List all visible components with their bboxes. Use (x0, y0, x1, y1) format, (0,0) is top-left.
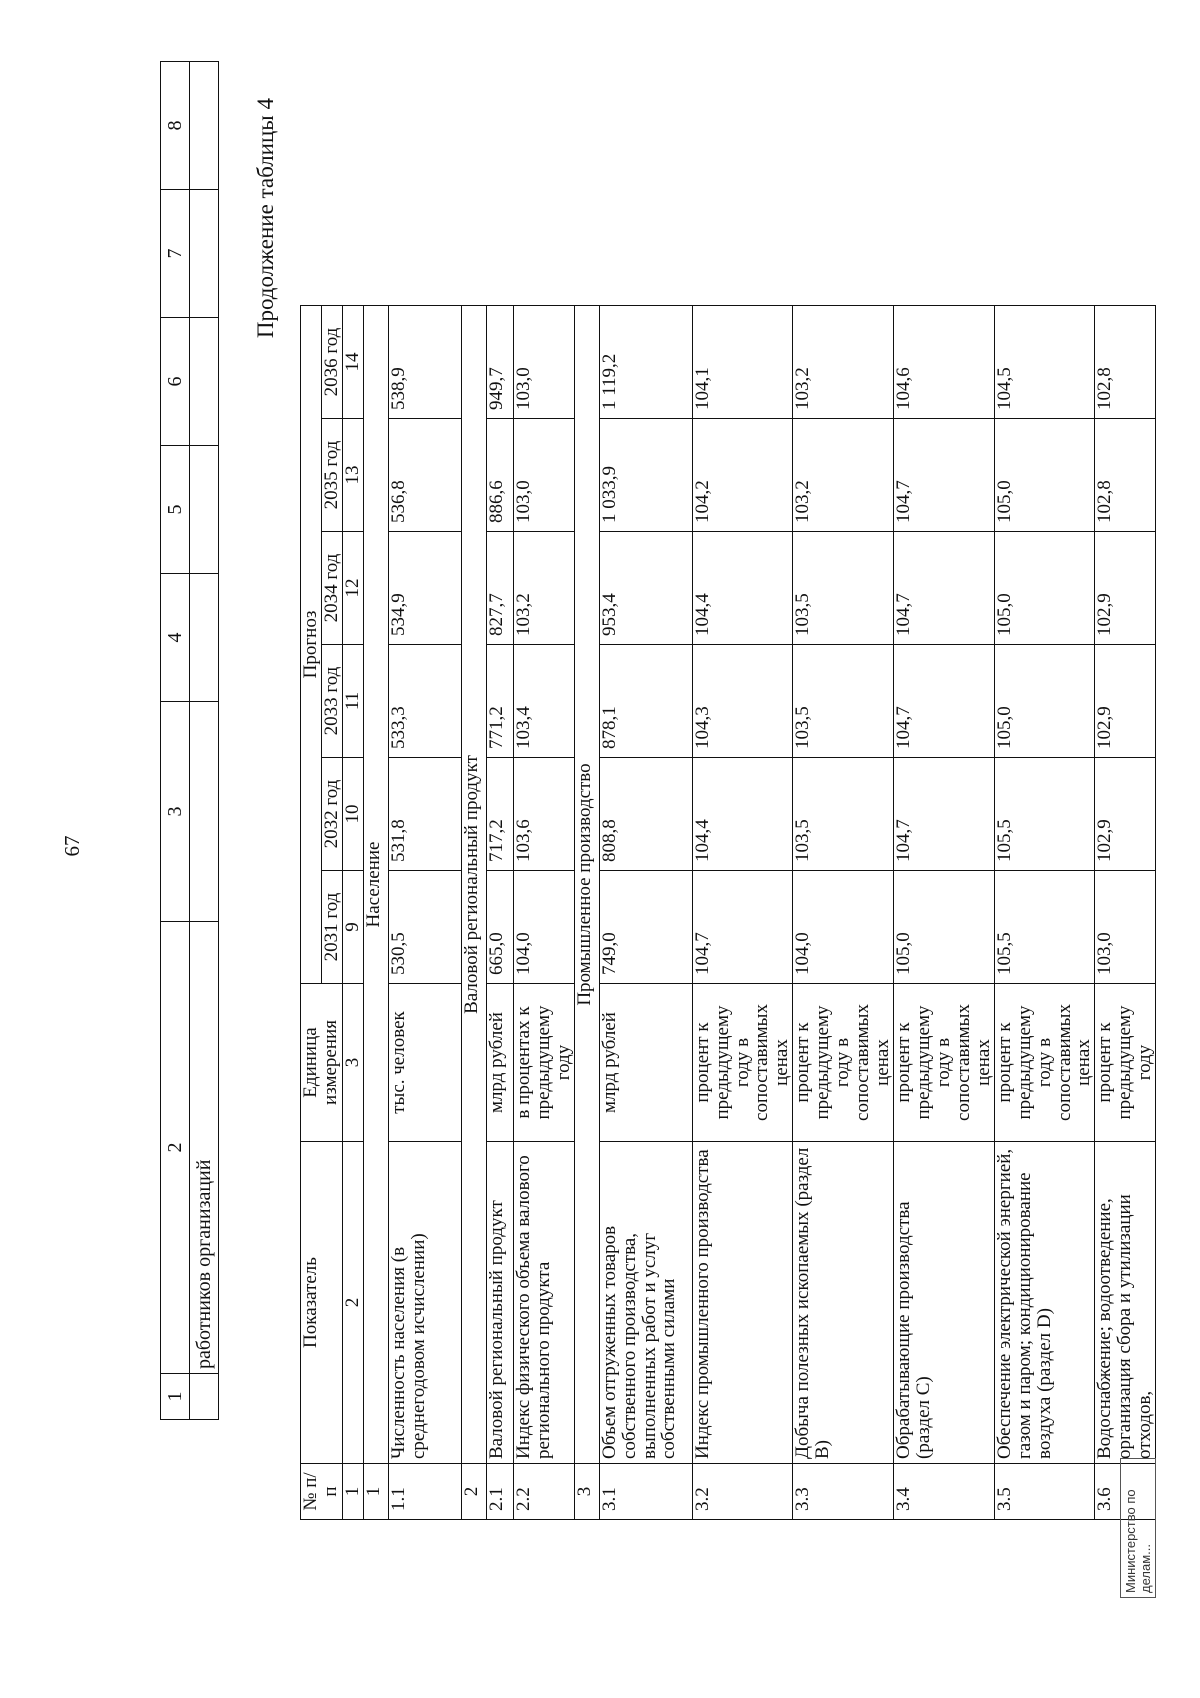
section-number: 2 (461, 1464, 486, 1520)
value-cell: 104,3 (692, 645, 793, 758)
value-cell: 1 119,2 (599, 306, 692, 419)
value-cell: 104,0 (793, 871, 894, 984)
value-cell: 104,7 (692, 871, 793, 984)
stamp: Министерство по делам... (1120, 1458, 1156, 1598)
value-cell: 103,0 (513, 419, 574, 532)
section-title: Население (363, 306, 388, 1464)
value-cell: 536,8 (388, 419, 461, 532)
value-cell: 104,5 (994, 306, 1095, 419)
row-indicator: Водоснабжение; водоотведение, организация сбора и утилизации отходов, (1095, 1142, 1156, 1464)
section-number: 1 (363, 1464, 388, 1520)
value-cell: 103,2 (793, 419, 894, 532)
value-cell: 102,8 (1095, 419, 1156, 532)
page-number: 67 (60, 835, 84, 857)
data-row (513, 306, 574, 1520)
row-indicator: Объем отгруженных товаров собственного производства, выполненных работ и услуг собственными силами (599, 1142, 692, 1464)
value-cell: 105,5 (994, 758, 1095, 871)
top-header-cell: 3 (161, 702, 190, 922)
top-cell (190, 1374, 219, 1420)
top-table (160, 61, 219, 1420)
top-header-cell: 5 (161, 446, 190, 574)
data-row (486, 306, 513, 1520)
index-cell: 9 (342, 871, 363, 984)
value-cell: 105,0 (994, 645, 1095, 758)
row-indicator: Обрабатывающие производства (раздел С) (894, 1142, 995, 1464)
value-cell: 104,7 (894, 758, 995, 871)
row-unit: процент к предыдущему году в сопоставимых ценах (793, 984, 894, 1142)
table-caption: Продолжение таблицы 4 (253, 98, 278, 339)
value-cell: 538,9 (388, 306, 461, 419)
value-cell: 104,1 (692, 306, 793, 419)
main-table (300, 305, 1156, 1520)
value-cell: 105,0 (994, 419, 1095, 532)
top-cell (190, 62, 219, 190)
value-cell: 665,0 (486, 871, 513, 984)
header-year: 2034 год (321, 532, 342, 645)
index-cell: 13 (342, 419, 363, 532)
value-cell: 103,5 (793, 532, 894, 645)
top-cell-text: работников организаций (190, 922, 219, 1374)
row-unit: млрд рублей (599, 984, 692, 1142)
value-cell: 953,4 (599, 532, 692, 645)
index-cell: 12 (342, 532, 363, 645)
value-cell: 531,8 (388, 758, 461, 871)
section-row (363, 306, 388, 1520)
value-cell: 105,0 (994, 532, 1095, 645)
value-cell: 878,1 (599, 645, 692, 758)
data-row (1095, 306, 1156, 1520)
index-cell: 10 (342, 758, 363, 871)
value-cell: 104,7 (894, 532, 995, 645)
row-unit: процент к предыдущему году в сопоставимых ценах (692, 984, 793, 1142)
header-forecast: Прогноз (301, 306, 322, 984)
row-unit: тыс. человек (388, 984, 461, 1142)
value-cell: 534,9 (388, 532, 461, 645)
value-cell: 530,5 (388, 871, 461, 984)
top-header-cell: 4 (161, 574, 190, 702)
value-cell: 102,9 (1095, 758, 1156, 871)
value-cell: 808,8 (599, 758, 692, 871)
header-no: № п/п (301, 1464, 343, 1520)
row-number: 3.6 (1095, 1464, 1156, 1520)
value-cell: 104,2 (692, 419, 793, 532)
value-cell: 104,7 (894, 419, 995, 532)
index-row (342, 306, 363, 1520)
top-header-cell: 7 (161, 190, 190, 318)
data-row (599, 306, 692, 1520)
header-year: 2036 год (321, 306, 342, 419)
value-cell: 105,0 (894, 871, 995, 984)
top-header-cell: 2 (161, 922, 190, 1374)
value-cell: 1 033,9 (599, 419, 692, 532)
value-cell: 104,4 (692, 758, 793, 871)
row-unit: в процентах к предыдущему году (513, 984, 574, 1142)
section-row (574, 306, 599, 1520)
section-number: 3 (574, 1464, 599, 1520)
section-title: Промышленное производство (574, 306, 599, 1464)
row-indicator: Обеспечение электрической энергией, газом и паром; кондиционирование воздуха (раздел D) (994, 1142, 1095, 1464)
row-unit: процент к предыдущему году в сопоставимых ценах (994, 984, 1095, 1142)
value-cell: 104,4 (692, 532, 793, 645)
row-unit: млрд рублей (486, 984, 513, 1142)
index-cell: 3 (342, 984, 363, 1142)
index-cell: 11 (342, 645, 363, 758)
row-number: 3.4 (894, 1464, 995, 1520)
value-cell: 103,2 (793, 306, 894, 419)
section-title: Валовой региональный продукт (461, 306, 486, 1464)
top-table-header-row (161, 62, 190, 1420)
value-cell: 949,7 (486, 306, 513, 419)
value-cell: 749,0 (599, 871, 692, 984)
value-cell: 104,7 (894, 645, 995, 758)
data-row (994, 306, 1095, 1520)
index-cell: 1 (342, 1464, 363, 1520)
row-number: 3.2 (692, 1464, 793, 1520)
top-cell (190, 446, 219, 574)
value-cell: 103,6 (513, 758, 574, 871)
value-cell: 771,2 (486, 645, 513, 758)
row-unit: процент к предыдущему году (1095, 984, 1156, 1142)
row-indicator: Индекс промышленного производства (692, 1142, 793, 1464)
top-cell (190, 190, 219, 318)
value-cell: 103,2 (513, 532, 574, 645)
header-indicator: Показатель (301, 1142, 343, 1464)
value-cell: 102,9 (1095, 645, 1156, 758)
value-cell: 103,0 (513, 306, 574, 419)
row-number: 3.3 (793, 1464, 894, 1520)
top-header-cell: 1 (161, 1374, 190, 1420)
value-cell: 103,4 (513, 645, 574, 758)
row-number: 1.1 (388, 1464, 461, 1520)
index-cell: 2 (342, 1142, 363, 1464)
top-cell (190, 574, 219, 702)
data-row (793, 306, 894, 1520)
row-number: 2.2 (513, 1464, 574, 1520)
value-cell: 533,3 (388, 645, 461, 758)
top-cell (190, 318, 219, 446)
row-indicator: Валовой региональный продукт (486, 1142, 513, 1464)
top-header-cell: 8 (161, 62, 190, 190)
row-number: 3.5 (994, 1464, 1095, 1520)
value-cell: 105,5 (994, 871, 1095, 984)
value-cell: 103,5 (793, 645, 894, 758)
main-table-body (342, 306, 1155, 1520)
value-cell: 717,2 (486, 758, 513, 871)
value-cell: 104,6 (894, 306, 995, 419)
header-year: 2035 год (321, 419, 342, 532)
value-cell: 103,0 (1095, 871, 1156, 984)
value-cell: 104,0 (513, 871, 574, 984)
value-cell: 827,7 (486, 532, 513, 645)
data-row (894, 306, 995, 1520)
row-number: 2.1 (486, 1464, 513, 1520)
header-row-1 (301, 306, 322, 1520)
row-indicator: Добыча полезных ископаемых (раздел В) (793, 1142, 894, 1464)
data-row (692, 306, 793, 1520)
header-year: 2032 год (321, 758, 342, 871)
row-indicator: Численность населения (в среднегодовом исчислении) (388, 1142, 461, 1464)
value-cell: 102,8 (1095, 306, 1156, 419)
top-header-cell: 6 (161, 318, 190, 446)
section-row (461, 306, 486, 1520)
index-cell: 14 (342, 306, 363, 419)
top-cell (190, 702, 219, 922)
header-unit: Единица измерения (301, 984, 343, 1142)
value-cell: 886,6 (486, 419, 513, 532)
row-unit: процент к предыдущему году в сопоставимых ценах (894, 984, 995, 1142)
value-cell: 102,9 (1095, 532, 1156, 645)
value-cell: 103,5 (793, 758, 894, 871)
row-number: 3.1 (599, 1464, 692, 1520)
row-indicator: Индекс физического объема валового регионального продукта (513, 1142, 574, 1464)
data-row (388, 306, 461, 1520)
header-year: 2031 год (321, 871, 342, 984)
header-year: 2033 год (321, 645, 342, 758)
top-table-row (190, 62, 219, 1420)
